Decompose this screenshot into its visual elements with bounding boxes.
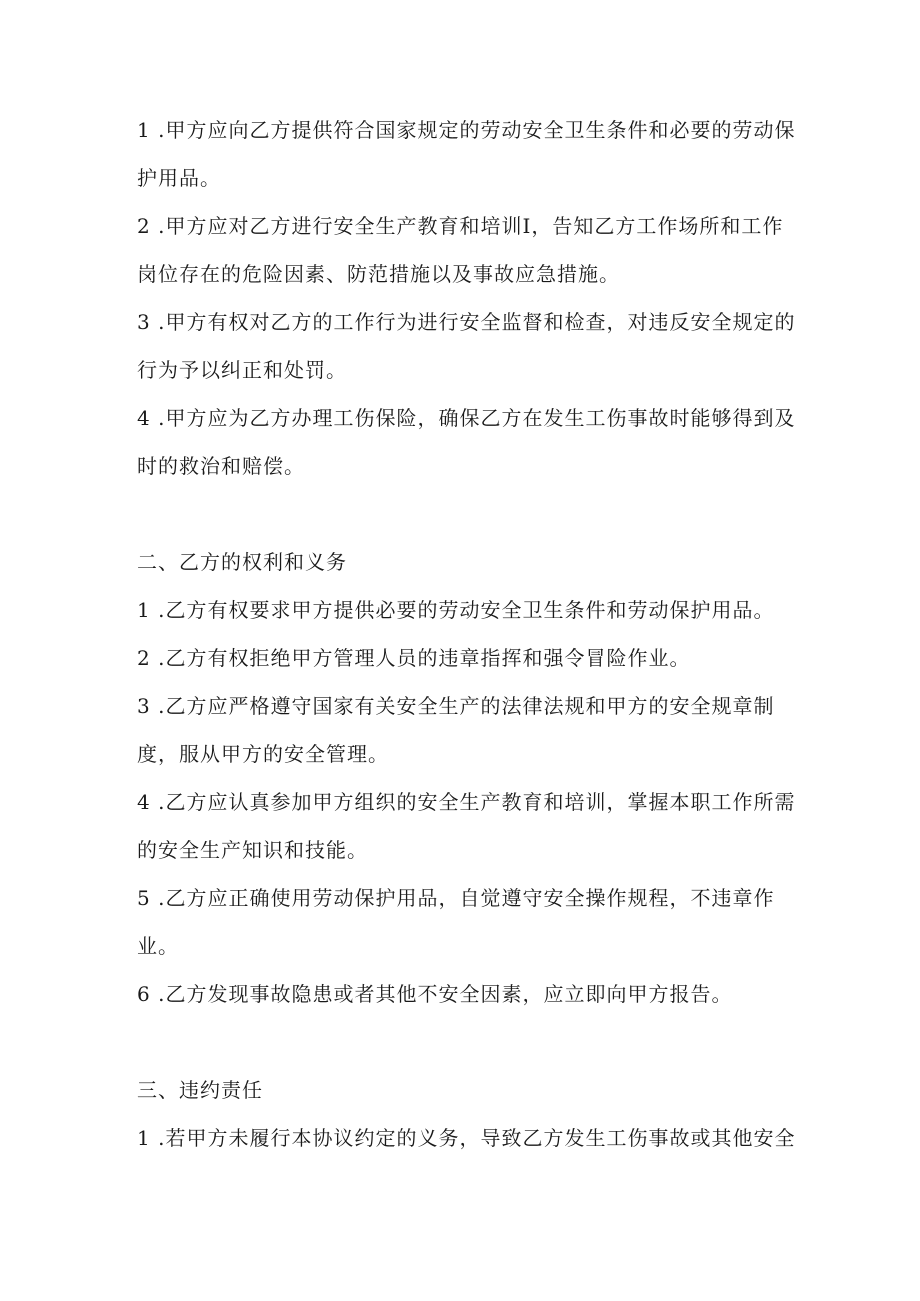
- s1-item1-line1: 1 .甲方应向乙方提供符合国家规定的劳动安全卫生条件和必要的劳动保: [137, 118, 796, 142]
- s2-item5-line2: 业。: [137, 934, 179, 958]
- s2-item5-line1: 5 .乙方应正确使用劳动保护用品，自觉遵守安全操作规程，不违章作: [137, 886, 775, 910]
- s1-item4-line1: 4 .甲方应为乙方办理工伤保险，确保乙方在发生工伤事故时能够得到及: [137, 406, 796, 430]
- s2-item4-line2: 的安全生产知识和技能。: [137, 838, 368, 862]
- s2-item4-line1: 4 .乙方应认真参加甲方组织的安全生产教育和培训，掌握本职工作所需: [137, 790, 796, 814]
- s1-item3-line1: 3 .甲方有权对乙方的工作行为进行安全监督和检查，对违反安全规定的: [137, 310, 796, 334]
- s1-item2-line1: 2 .甲方应对乙方进行安全生产教育和培训I，告知乙方工作场所和工作: [137, 214, 784, 238]
- s1-item4-line2: 时的救治和赔偿。: [137, 454, 305, 478]
- section3-heading: 三、违约责任: [137, 1078, 263, 1102]
- s1-item3-line2: 行为予以纠正和处罚。: [137, 358, 347, 382]
- s2-item1-line1: 1 .乙方有权要求甲方提供必要的劳动安全卫生条件和劳动保护用品。: [137, 598, 775, 622]
- s3-item1-line1: 1 .若甲方未履行本协议约定的义务，导致乙方发生工伤事故或其他安全: [137, 1126, 796, 1150]
- s2-item6-line1: 6 .乙方发现事故隐患或者其他不安全因素，应立即向甲方报告。: [137, 982, 733, 1006]
- section2-heading: 二、乙方的权利和义务: [137, 550, 347, 574]
- s1-item1-line2: 护用品。: [137, 166, 221, 190]
- s2-item3-line2: 度，服从甲方的安全管理。: [137, 742, 389, 766]
- s2-item2-line1: 2 .乙方有权拒绝甲方管理人员的违章指挥和强令冒险作业。: [137, 646, 691, 670]
- s2-item3-line1: 3 .乙方应严格遵守国家有关安全生产的法律法规和甲方的安全规章制: [137, 694, 775, 718]
- s1-item2-line2: 岗位存在的危险因素、防范措施以及事故应急措施。: [137, 262, 620, 286]
